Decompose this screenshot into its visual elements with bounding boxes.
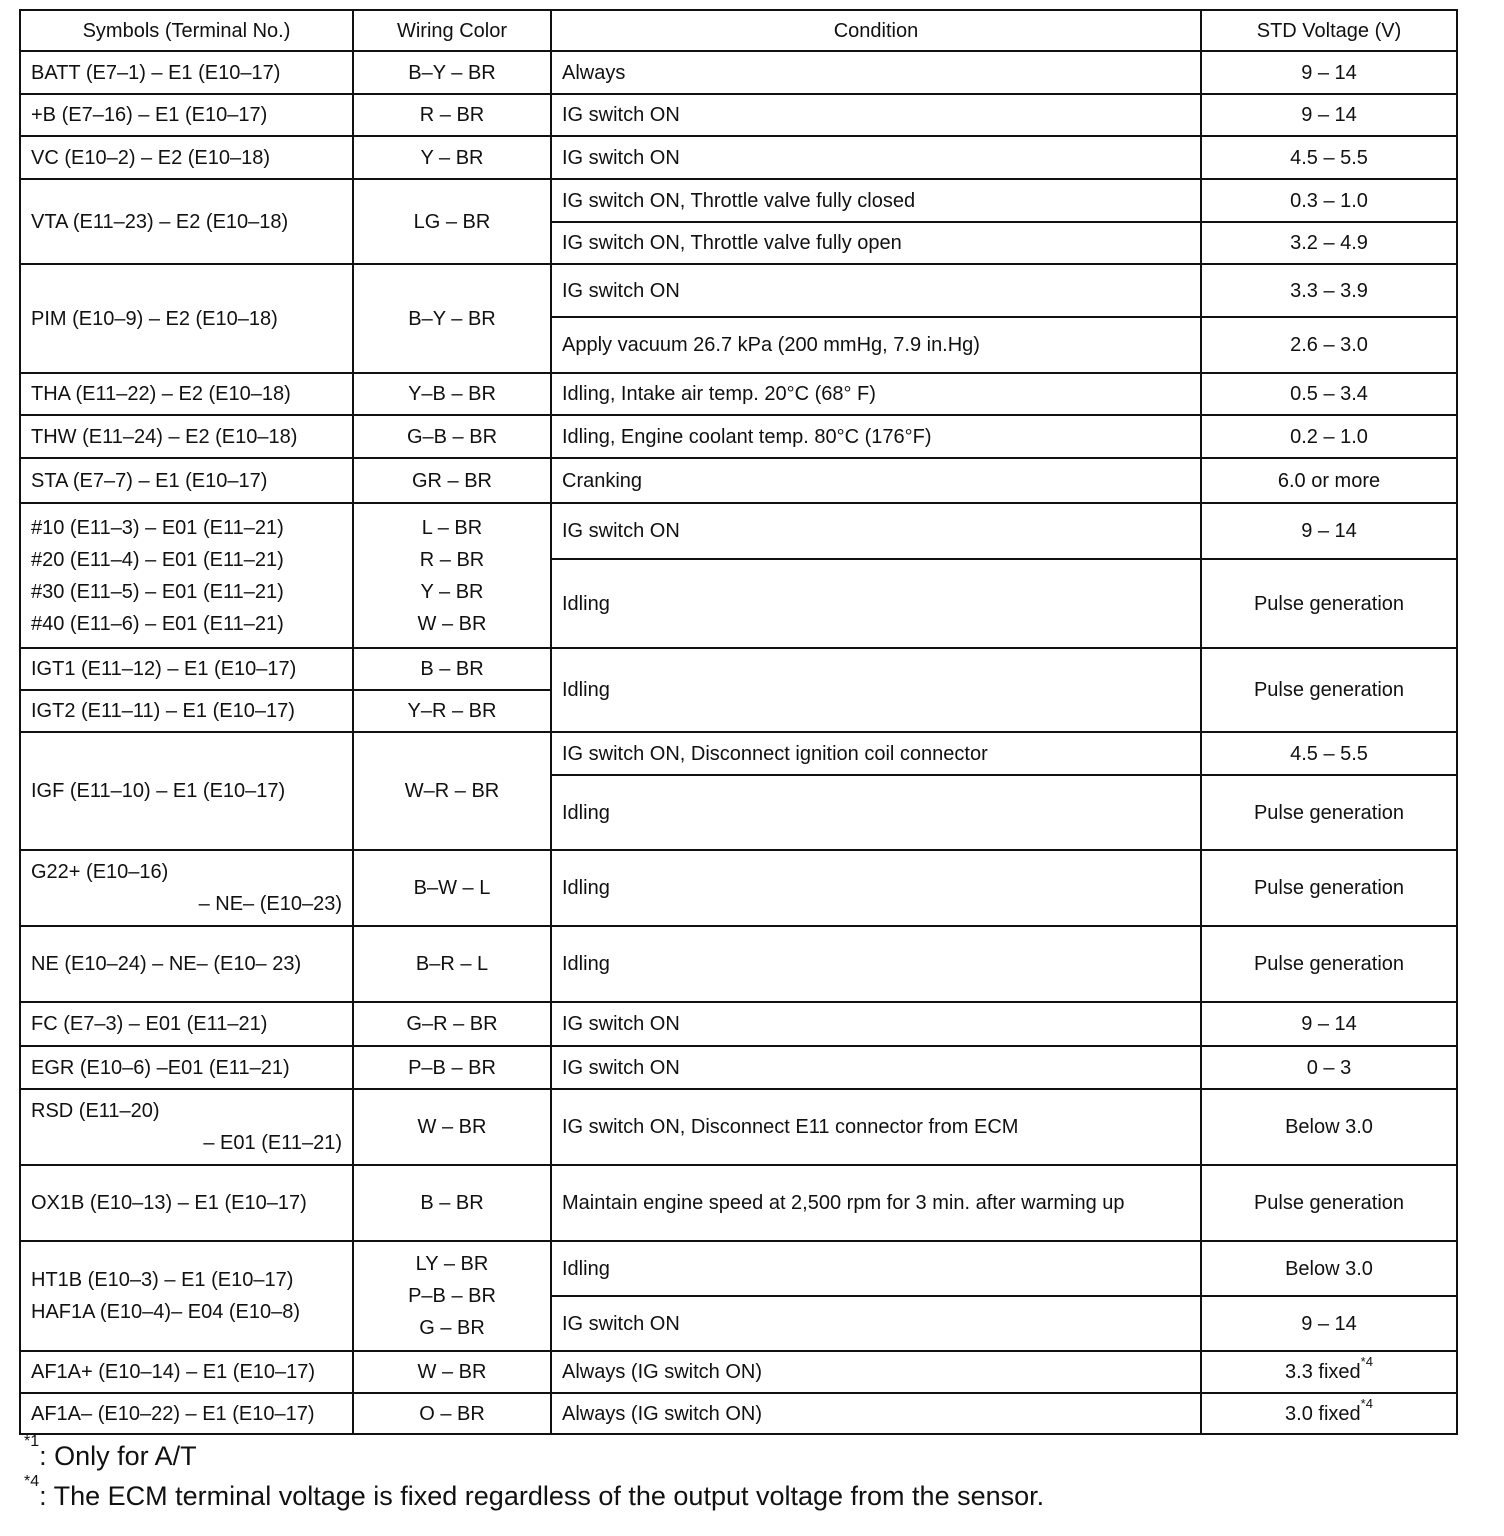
footnote-mark: *4 bbox=[1360, 1395, 1373, 1411]
voltage-cell: Pulse generation bbox=[1201, 775, 1457, 850]
table-row bbox=[20, 648, 1457, 690]
footnote-text: : Only for A/T bbox=[39, 1441, 197, 1471]
symbol-line: G22+ (E10–16) bbox=[31, 861, 169, 883]
color-line: W – BR bbox=[417, 612, 487, 635]
condition-cell: Always (IG switch ON) bbox=[551, 1351, 1201, 1393]
condition-cell: IG switch ON, Throttle valve fully closed bbox=[551, 179, 1201, 222]
table-row bbox=[20, 503, 1457, 559]
voltage-cell: 0 – 3 bbox=[1201, 1046, 1457, 1089]
wiring-color-cell: W – BR bbox=[353, 1089, 551, 1165]
wiring-color-cell: O – BR bbox=[353, 1393, 551, 1434]
symbol-cell: EGR (E10–6) –E01 (E11–21) bbox=[20, 1046, 353, 1089]
condition-cell: IG switch ON bbox=[551, 1296, 1201, 1351]
condition-cell: Idling bbox=[551, 648, 1201, 732]
symbol-line: #20 (E11–4) – E01 (E11–21) bbox=[31, 548, 284, 571]
symbol-cell: AF1A+ (E10–14) – E1 (E10–17) bbox=[20, 1351, 353, 1393]
voltage-cell: 3.2 – 4.9 bbox=[1201, 222, 1457, 264]
color-line: L – BR bbox=[421, 516, 483, 539]
table-row bbox=[20, 264, 1457, 317]
symbol-cell: OX1B (E10–13) – E1 (E10–17) bbox=[20, 1165, 353, 1241]
wiring-color-cell: G–B – BR bbox=[353, 415, 551, 458]
table-row bbox=[20, 458, 1457, 503]
color-line: G – BR bbox=[419, 1317, 485, 1339]
symbol-cell: BATT (E7–1) – E1 (E10–17) bbox=[20, 51, 353, 94]
condition-cell: IG switch ON, Disconnect ignition coil connector bbox=[551, 732, 1201, 775]
wiring-color-cell: Y–B – BR bbox=[353, 373, 551, 415]
wiring-color-cell bbox=[353, 503, 551, 648]
footnotes bbox=[24, 1433, 1045, 1516]
voltage-cell: Pulse generation bbox=[1201, 559, 1457, 648]
condition-cell: Idling bbox=[551, 1241, 1201, 1296]
wiring-color-cell: B–R – L bbox=[353, 926, 551, 1002]
footnote-4 bbox=[24, 1473, 1045, 1516]
condition-cell: IG switch ON bbox=[551, 94, 1201, 136]
symbol-cell: IGT2 (E11–11) – E1 (E10–17) bbox=[20, 690, 353, 732]
voltage-cell: 0.2 – 1.0 bbox=[1201, 415, 1457, 458]
symbol-cell bbox=[20, 850, 353, 926]
symbol-line: #30 (E11–5) – E01 (E11–21) bbox=[31, 580, 284, 603]
symbol-cell: IGF (E11–10) – E1 (E10–17) bbox=[20, 732, 353, 850]
header-std-voltage: STD Voltage (V) bbox=[1201, 10, 1457, 51]
symbol-cell: PIM (E10–9) – E2 (E10–18) bbox=[20, 264, 353, 373]
symbol-cell bbox=[20, 1241, 353, 1351]
condition-cell: Idling bbox=[551, 850, 1201, 926]
wiring-color-cell: LG – BR bbox=[353, 179, 551, 264]
symbol-cell bbox=[20, 1089, 353, 1165]
symbol-cell: IGT1 (E11–12) – E1 (E10–17) bbox=[20, 648, 353, 690]
wiring-color-cell: W–R – BR bbox=[353, 732, 551, 850]
condition-cell: IG switch ON, Throttle valve fully open bbox=[551, 222, 1201, 264]
voltage-cell: Pulse generation bbox=[1201, 850, 1457, 926]
table-row bbox=[20, 1165, 1457, 1241]
table-row bbox=[20, 1393, 1457, 1434]
condition-cell: Apply vacuum 26.7 kPa (200 mmHg, 7.9 in.Hg) bbox=[551, 317, 1201, 373]
symbol-cell: FC (E7–3) – E01 (E11–21) bbox=[20, 1002, 353, 1046]
symbol-line: #40 (E11–6) – E01 (E11–21) bbox=[31, 612, 284, 635]
wiring-color-cell: B–Y – BR bbox=[353, 51, 551, 94]
voltage-cell: Below 3.0 bbox=[1201, 1089, 1457, 1165]
symbol-cell: VC (E10–2) – E2 (E10–18) bbox=[20, 136, 353, 179]
wiring-color-cell: Y–R – BR bbox=[353, 690, 551, 732]
condition-cell: IG switch ON bbox=[551, 264, 1201, 317]
wiring-color-cell: G–R – BR bbox=[353, 1002, 551, 1046]
condition-cell: Always bbox=[551, 51, 1201, 94]
header-row bbox=[20, 10, 1457, 51]
table-row bbox=[20, 1089, 1457, 1165]
condition-cell: IG switch ON bbox=[551, 136, 1201, 179]
color-line: LY – BR bbox=[415, 1253, 489, 1275]
symbol-cell: THA (E11–22) – E2 (E10–18) bbox=[20, 373, 353, 415]
footnote-mark: *4 bbox=[1360, 1354, 1373, 1369]
table-row bbox=[20, 1046, 1457, 1089]
voltage-cell: Below 3.0 bbox=[1201, 1241, 1457, 1296]
voltage-cell: 3.3 – 3.9 bbox=[1201, 264, 1457, 317]
table-row bbox=[20, 732, 1457, 775]
color-line: Y – BR bbox=[420, 580, 484, 603]
voltage-cell: 9 – 14 bbox=[1201, 51, 1457, 94]
condition-cell: Idling, Intake air temp. 20°C (68° F) bbox=[551, 373, 1201, 415]
symbol-cell: STA (E7–7) – E1 (E10–17) bbox=[20, 458, 353, 503]
symbol-line: – E01 (E11–21) bbox=[203, 1132, 342, 1154]
header-condition: Condition bbox=[551, 10, 1201, 51]
footnote-text: : The ECM terminal voltage is fixed regardless of the output voltage from the sensor. bbox=[39, 1481, 1045, 1511]
voltage-cell: 9 – 14 bbox=[1201, 1296, 1457, 1351]
voltage-cell: 0.5 – 3.4 bbox=[1201, 373, 1457, 415]
condition-cell: Always (IG switch ON) bbox=[551, 1393, 1201, 1434]
wiring-color-cell: R – BR bbox=[353, 94, 551, 136]
condition-cell: Cranking bbox=[551, 458, 1201, 503]
color-line: P–B – BR bbox=[408, 1285, 496, 1307]
voltage-value: 3.3 fixed bbox=[1285, 1361, 1361, 1383]
ecm-terminal-voltage-table bbox=[19, 9, 1458, 1435]
condition-cell: Idling bbox=[551, 559, 1201, 648]
table-row bbox=[20, 926, 1457, 1002]
color-line: R – BR bbox=[419, 548, 485, 571]
voltage-cell bbox=[1201, 1393, 1457, 1434]
wiring-color-cell: Y – BR bbox=[353, 136, 551, 179]
condition-cell: Idling bbox=[551, 926, 1201, 1002]
wiring-color-cell: P–B – BR bbox=[353, 1046, 551, 1089]
voltage-cell: 6.0 or more bbox=[1201, 458, 1457, 503]
voltage-cell: 2.6 – 3.0 bbox=[1201, 317, 1457, 373]
symbol-line: – NE– (E10–23) bbox=[198, 893, 342, 915]
voltage-cell: Pulse generation bbox=[1201, 926, 1457, 1002]
symbol-cell: VTA (E11–23) – E2 (E10–18) bbox=[20, 179, 353, 264]
voltage-cell: 9 – 14 bbox=[1201, 94, 1457, 136]
voltage-cell: 9 – 14 bbox=[1201, 1002, 1457, 1046]
wiring-color-cell: B–Y – BR bbox=[353, 264, 551, 373]
header-wiring-color: Wiring Color bbox=[353, 10, 551, 51]
table-row bbox=[20, 850, 1457, 926]
voltage-cell bbox=[1201, 1351, 1457, 1393]
voltage-cell: 4.5 – 5.5 bbox=[1201, 732, 1457, 775]
condition-cell: Maintain engine speed at 2,500 rpm for 3 min. after warming up bbox=[551, 1165, 1201, 1241]
voltage-cell: 0.3 – 1.0 bbox=[1201, 179, 1457, 222]
voltage-cell: 9 – 14 bbox=[1201, 503, 1457, 559]
table-row bbox=[20, 94, 1457, 136]
condition-cell: IG switch ON bbox=[551, 1046, 1201, 1089]
condition-cell: IG switch ON, Disconnect E11 connector from ECM bbox=[551, 1089, 1201, 1165]
symbol-cell: NE (E10–24) – NE– (E10– 23) bbox=[20, 926, 353, 1002]
symbol-line: HAF1A (E10–4)– E04 (E10–8) bbox=[31, 1301, 301, 1323]
symbol-line: #10 (E11–3) – E01 (E11–21) bbox=[31, 516, 284, 539]
table-row bbox=[20, 1351, 1457, 1393]
table-row bbox=[20, 179, 1457, 222]
footnote-mark: *1 bbox=[24, 1433, 40, 1450]
table-row bbox=[20, 51, 1457, 94]
condition-cell: Idling, Engine coolant temp. 80°C (176°F) bbox=[551, 415, 1201, 458]
table-row bbox=[20, 415, 1457, 458]
voltage-cell: 4.5 – 5.5 bbox=[1201, 136, 1457, 179]
voltage-value: 3.0 fixed bbox=[1285, 1402, 1361, 1425]
table-row bbox=[20, 1241, 1457, 1296]
condition-cell: Idling bbox=[551, 775, 1201, 850]
wiring-color-cell: W – BR bbox=[353, 1351, 551, 1393]
wiring-color-cell: B–W – L bbox=[353, 850, 551, 926]
wiring-color-cell: B – BR bbox=[353, 648, 551, 690]
wiring-color-cell bbox=[353, 1241, 551, 1351]
condition-cell: IG switch ON bbox=[551, 1002, 1201, 1046]
symbol-cell: THW (E11–24) – E2 (E10–18) bbox=[20, 415, 353, 458]
symbol-cell: AF1A– (E10–22) – E1 (E10–17) bbox=[20, 1393, 353, 1434]
voltage-cell: Pulse generation bbox=[1201, 648, 1457, 732]
voltage-cell: Pulse generation bbox=[1201, 1165, 1457, 1241]
table-row bbox=[20, 136, 1457, 179]
symbol-line: RSD (E11–20) bbox=[31, 1100, 160, 1122]
symbol-cell: +B (E7–16) – E1 (E10–17) bbox=[20, 94, 353, 136]
table-row bbox=[20, 1002, 1457, 1046]
condition-cell: IG switch ON bbox=[551, 503, 1201, 559]
footnote-1 bbox=[24, 1433, 1044, 1476]
symbol-line: HT1B (E10–3) – E1 (E10–17) bbox=[31, 1269, 294, 1291]
header-symbols: Symbols (Terminal No.) bbox=[20, 10, 353, 51]
wiring-color-cell: GR – BR bbox=[353, 458, 551, 503]
table-row bbox=[20, 373, 1457, 415]
symbol-cell bbox=[20, 503, 353, 648]
footnote-mark: *4 bbox=[24, 1473, 40, 1490]
wiring-color-cell: B – BR bbox=[353, 1165, 551, 1241]
